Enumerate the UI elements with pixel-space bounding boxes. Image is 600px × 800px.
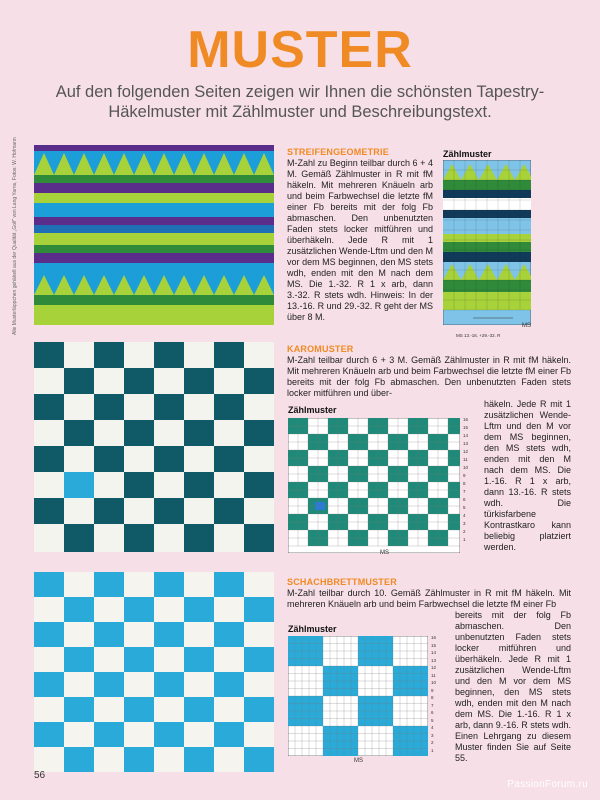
footer-brand[interactable]: PassionForum.ru <box>507 779 588 790</box>
page-title: MUSTER <box>187 21 413 79</box>
streifengeometrie-chart-label: Zählmuster <box>443 149 492 159</box>
schachbrettmuster-text-top: M-Zahl teilbar durch 10. Gemäß Zählmuster in R mit fM häkeln. Mit mehreren Knäueln arb und beim Farbwechsel die letzte fM einer Fb <box>287 588 571 609</box>
intro-text: Auf den folgenden Seiten zeigen wir Ihnen die schönsten Tapestry-Häkelmuster mit Zählmuster und Beschreibungstext. <box>55 83 545 121</box>
schachbrettmuster-photo <box>34 572 274 772</box>
schachbrettmuster-chart-label: Zählmuster <box>288 624 337 634</box>
karomuster-ms-label: MS <box>380 550 389 556</box>
streifengeometrie-title: STREIFENGEOMETRIE <box>287 147 389 157</box>
karomuster-row-numbers: 16 15 14 13 12 11 10 9 8 7 6 5 4 3 2 1 <box>463 417 469 542</box>
karomuster-chart <box>288 418 460 553</box>
streifengeometrie-ms-note: MS 13.-16. +29.-32. R <box>456 333 501 338</box>
schachbrettmuster-ms-label: MS <box>354 758 363 764</box>
streifengeometrie-photo <box>34 145 274 325</box>
schachbrettmuster-title: SCHACHBRETTMUSTER <box>287 577 397 587</box>
schachbrettmuster-text-side: bereits mit der folg Fb abmaschen. Den unbenutzten Faden stets locker mitführen und überhäkeln. Jede R mit 1 zusätzlichen Wende-Lftm und den M vor dem MS beginnen, den MS stets wdh, enden mit den M nach dem MS. Die 1.-16. R 1 x arb, dann 9.-16. R stets wdh. Einen Lehrgang zu diesem Muster finden Sie auf Seite 55. <box>455 610 571 763</box>
karomuster-text-side: häkeln. Jede R mit 1 zusätzlichen Wende-Lftm und den M vor dem MS beginnen, den MS stets wdh, enden mit den M nach dem MS. Die 1.-16. R 1 x arb, dann 13.-16. R stets wdh. Die türkisfarbene Kontrastkaro kann beliebig platziert werden. <box>484 399 571 552</box>
photo-credit: Alle Musterläppchen gehäkelt aus der Qualität „Golf“ von Lang Yarns, Fotos: W. Hofmann <box>12 137 18 335</box>
streifengeometrie-ms-label: MS <box>522 323 531 329</box>
page-number: 56 <box>34 770 46 781</box>
streifengeometrie-chart <box>443 160 531 325</box>
karomuster-text-top: M-Zahl teilbar durch 6 + 3 M. Gemäß Zählmuster in R mit fM häkeln. Mit mehreren Knäueln arb und beim Farbwechsel die letzte fM einer Fb bereits mit der folg Fb abmaschen. Den unbenutzten Faden stets locker mitführen und über- <box>287 355 571 398</box>
karomuster-photo <box>34 342 274 552</box>
schachbrettmuster-row-numbers: 16 15 14 13 12 11 10 9 8 7 6 5 4 3 2 1 <box>431 635 437 753</box>
schachbrettmuster-chart <box>288 636 428 756</box>
karomuster-title: KAROMUSTER <box>287 344 354 354</box>
karomuster-chart-label: Zählmuster <box>288 405 337 415</box>
streifengeometrie-text: M-Zahl zu Beginn teilbar durch 6 + 4 M. Gemäß Zählmuster in R mit fM häkeln. Mit mehreren Knäueln arb und beim Farbwechsel die letzte fM einer Fb bereits mit der folg Fb abmaschen. Den unbenutzten Faden stets locker mitführen und überhäkeln. Jede R mit 1 zusätzlichen Wende-Lftm und den M vor dem MS beginnen, den MS stets wdh, enden mit den M nach dem MS. Die 1.-32. R 1 x arb, dann 3.-32. R stets wdh. Hinweis: In der 13.-16. R und 29.-32. R geht der MS über 8 M. <box>287 158 433 322</box>
